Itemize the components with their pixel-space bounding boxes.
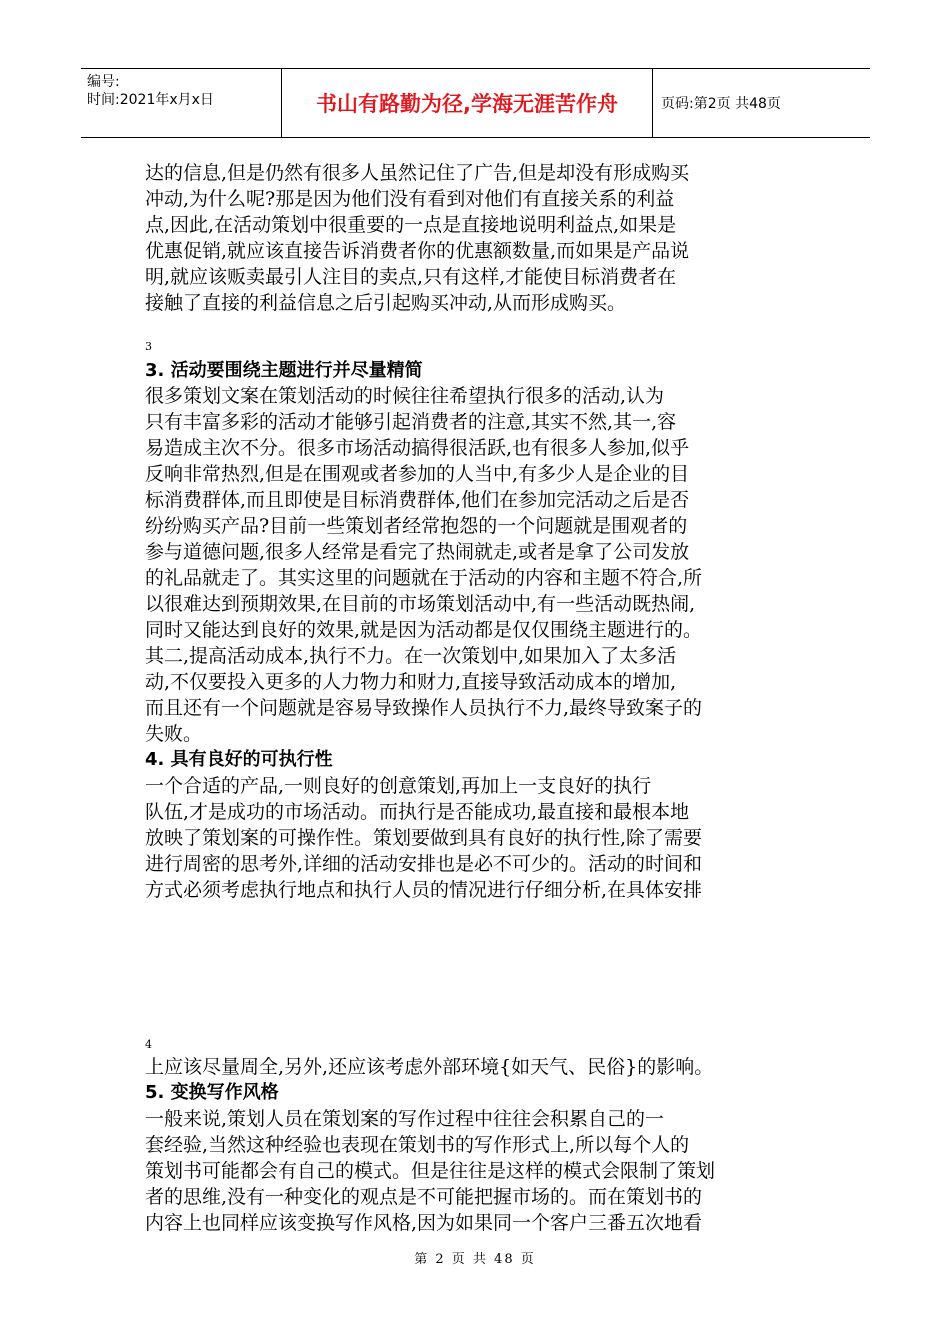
text-line: 以很难达到预期效果,在目前的市场策划活动中,有一些活动既热闹,	[145, 593, 696, 615]
header-table	[81, 68, 870, 138]
text-line: 点,因此,在活动策划中很重要的一点是直接地说明利益点,如果是	[145, 214, 677, 236]
header-motto: 书山有路勤为径,学海无涯苦作舟	[282, 69, 653, 137]
text-line: 优惠促销,就应该直接告诉消费者你的优惠额数量,而如果是产品说	[145, 240, 690, 262]
page-marker: 4	[145, 1038, 152, 1051]
text-line: 参与道德问题,很多人经常是看完了热闹就走,或者是拿了公司发放	[145, 541, 690, 563]
text-line: 标消费群体,而且即使是目标消费群体,他们在参加完活动之后是否	[145, 489, 690, 511]
text-line: 动,不仅要投入更多的人力物力和财力,直接导致活动成本的增加,	[145, 671, 677, 693]
doc-number-label: 编号:	[87, 74, 120, 90]
text-line: 失败。	[145, 723, 203, 745]
text-line: 反响非常热烈,但是在围观或者参加的人当中,有多少人是企业的目	[145, 463, 690, 485]
text-line: 内容上也同样应该变换写作风格,因为如果同一个客户三番五次地看	[145, 1212, 703, 1234]
text-line: 一个合适的产品,一则良好的创意策划,再加上一支良好的执行	[145, 775, 652, 797]
header-page-label: 页码:第2页 共48页	[661, 96, 781, 112]
text-line: 放映了策划案的可操作性。策划要做到具有良好的执行性,除了需要	[145, 827, 703, 849]
text-line: 易造成主次不分。很多市场活动搞得很活跃,也有很多人参加,似乎	[145, 437, 690, 459]
page-marker: 3	[145, 340, 152, 353]
header-info-cell	[81, 69, 282, 137]
text-line: 套经验,当然这种经验也表现在策划书的写作形式上,所以每个人的	[145, 1134, 690, 1156]
text-line: 上应该尽量周全,另外,还应该考虑外部环境{如天气、民俗}的影响。	[145, 1056, 714, 1078]
text-line: 冲动,为什么呢?那是因为他们没有看到对他们有直接关系的利益	[145, 188, 675, 210]
text-line: 的礼品就走了。其实这里的问题就在于活动的内容和主题不符合,所	[145, 567, 703, 589]
text-line: 其二,提高活动成本,执行不力。在一次策划中,如果加入了太多活	[145, 645, 677, 667]
text-line: 同时又能达到良好的效果,就是因为活动都是仅仅围绕主题进行的。	[145, 619, 703, 641]
text-line: 一般来说,策划人员在策划案的写作过程中往往会积累自己的一	[145, 1108, 665, 1130]
text-line: 而且还有一个问题就是容易导致操作人员执行不力,最终导致案子的	[145, 697, 703, 719]
text-line: 者的思维,没有一种变化的观点是不可能把握市场的。而在策划书的	[145, 1186, 703, 1208]
text-line: 接触了直接的利益信息之后引起购买冲动,从而形成购买。	[145, 292, 627, 314]
text-line: 方式必须考虑执行地点和执行人员的情况进行仔细分析,在具体安排	[145, 879, 703, 901]
text-line: 很多策划文案在策划活动的时候往往希望执行很多的活动,认为	[145, 385, 665, 407]
section-heading: 3. 活动要围绕主题进行并尽量精简	[145, 360, 423, 381]
time-label: 时间:2021年x月x日	[87, 92, 214, 108]
section-heading: 5. 变换写作风格	[145, 1082, 279, 1103]
section-heading: 4. 具有良好的可执行性	[145, 749, 333, 770]
text-line: 纷纷购买产品?目前一些策划者经常抱怨的一个问题就是围观者的	[145, 515, 688, 537]
text-line: 进行周密的思考外,详细的活动安排也是必不可少的。活动的时间和	[145, 853, 703, 875]
text-line: 明,就应该贩卖最引人注目的卖点,只有这样,才能使目标消费者在	[145, 266, 677, 288]
text-line: 队伍,才是成功的市场活动。而执行是否能成功,最直接和最根本地	[145, 801, 690, 823]
text-line: 策划书可能都会有自己的模式。但是往往是这样的模式会限制了策划	[145, 1160, 716, 1182]
page-footer: 第 2 页 共 48 页	[414, 1252, 536, 1267]
text-line: 只有丰富多彩的活动才能够引起消费者的注意,其实不然,其一,容	[145, 411, 677, 433]
text-line: 达的信息,但是仍然有很多人虽然记住了广告,但是却没有形成购买	[145, 162, 690, 184]
